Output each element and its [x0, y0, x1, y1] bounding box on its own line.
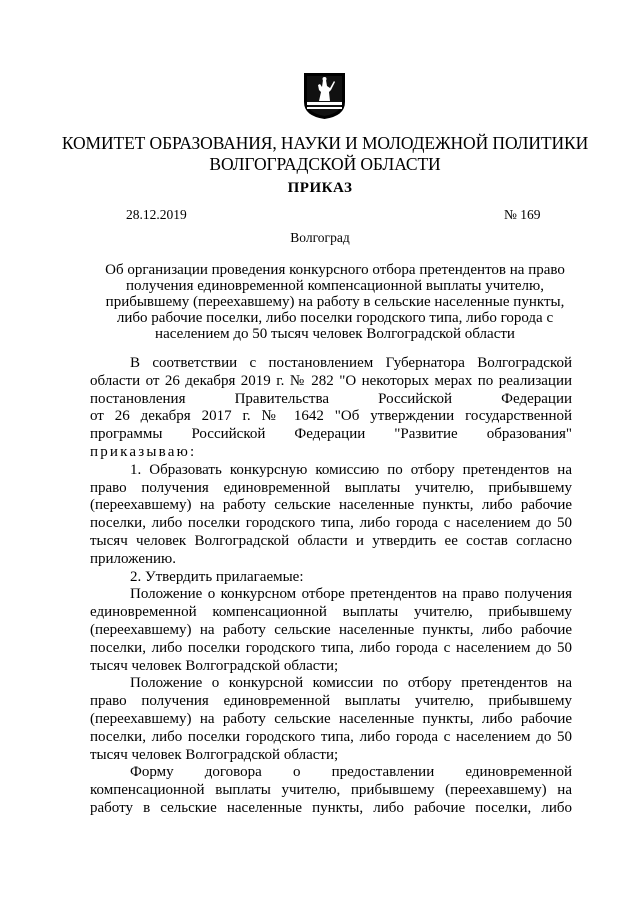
body-line: право получения единовременной выплаты учителю, прибывшему — [90, 693, 572, 710]
body-line: право получения единовременной выплаты учителю, прибывшему — [90, 479, 572, 496]
volgograd-coat-of-arms-icon — [303, 72, 346, 120]
body-line: приказываю: — [90, 443, 197, 460]
body-line: Положение о конкурсном отборе претендентов на право получения — [130, 586, 572, 603]
document-body — [90, 355, 572, 818]
body-line: работу в сельские населенные пункты, либо рабочие поселки, либо — [90, 799, 572, 816]
body-line: единовременной компенсационной выплаты учителю, прибывшему — [90, 604, 572, 621]
body-line: Положение о конкурсной комиссии по отбору претендентов на — [130, 675, 572, 692]
subject-line: Об организации проведения конкурсного отбора претендентов на право — [105, 262, 565, 278]
body-line: тысяч человек Волгоградской области; — [90, 746, 339, 763]
organization-name — [60, 133, 590, 175]
organization-line: КОМИТЕТ ОБРАЗОВАНИЯ, НАУКИ И МОЛОДЕЖНОЙ ПОЛИТИКИ — [61, 133, 589, 153]
document-date: 28.12.2019 — [126, 207, 187, 222]
body-line: поселки, либо поселки городского типа, либо города с населением до 50 — [90, 515, 572, 532]
document-number: № 169 — [504, 207, 541, 222]
organization-line: ВОЛГОГРАДСКОЙ ОБЛАСТИ — [209, 154, 441, 174]
body-line: от 26 декабря 2017 г. № 1642 "Об утверждении государственной — [90, 408, 572, 425]
body-line: В соответствии с постановлением Губернатора Волгоградской — [130, 355, 572, 371]
body-line: компенсационной выплаты учителю, прибывшему (переехавшему) на — [90, 782, 572, 799]
body-line: 2. Утвердить прилагаемые: — [130, 568, 304, 585]
body-line: (переехавшему) на работу сельские населенные пункты, либо рабочие — [90, 497, 572, 514]
body-line: (переехавшему) на работу сельские населенные пункты, либо рабочие — [90, 710, 572, 727]
subject-line: населением до 50 тысяч человек Волгоградской области — [155, 326, 515, 342]
document-subject — [100, 262, 570, 342]
body-line: поселки, либо поселки городского типа, либо города с населением до 50 — [90, 639, 572, 656]
subject-line: прибывшему (переехавшему) на работу в сельские населенные пункты, — [105, 294, 565, 310]
body-line: 1. Образовать конкурсную комиссию по отбору претендентов на — [130, 461, 572, 478]
body-line: области от 26 декабря 2019 г. № 282 "О некоторых мерах по реализации — [90, 372, 572, 389]
body-line: тысяч человек Волгоградской области и утвердить ее состав согласно — [90, 532, 572, 549]
body-line: (переехавшему) на работу сельские населенные пункты, либо рабочие — [90, 621, 572, 638]
body-line: Форму договора о предоставлении единовременной — [130, 764, 572, 781]
body-line: тысяч человек Волгоградской области; — [90, 657, 339, 674]
subject-line: получения единовременной компенсационной выплаты учителю, — [126, 278, 544, 294]
subject-line: либо рабочие поселки, либо поселки городского типа, либо города с — [116, 310, 554, 326]
body-line: поселки, либо поселки городского типа, либо города с населением до 50 — [90, 728, 572, 745]
body-line: программы Российской Федерации "Развитие образования" — [90, 426, 572, 443]
body-line: постановления Правительства Российской Федерации — [90, 390, 572, 407]
body-line: приложению. — [90, 550, 177, 567]
document-city: Волгоград — [290, 230, 350, 245]
document-type-title: ПРИКАЗ — [287, 180, 353, 196]
